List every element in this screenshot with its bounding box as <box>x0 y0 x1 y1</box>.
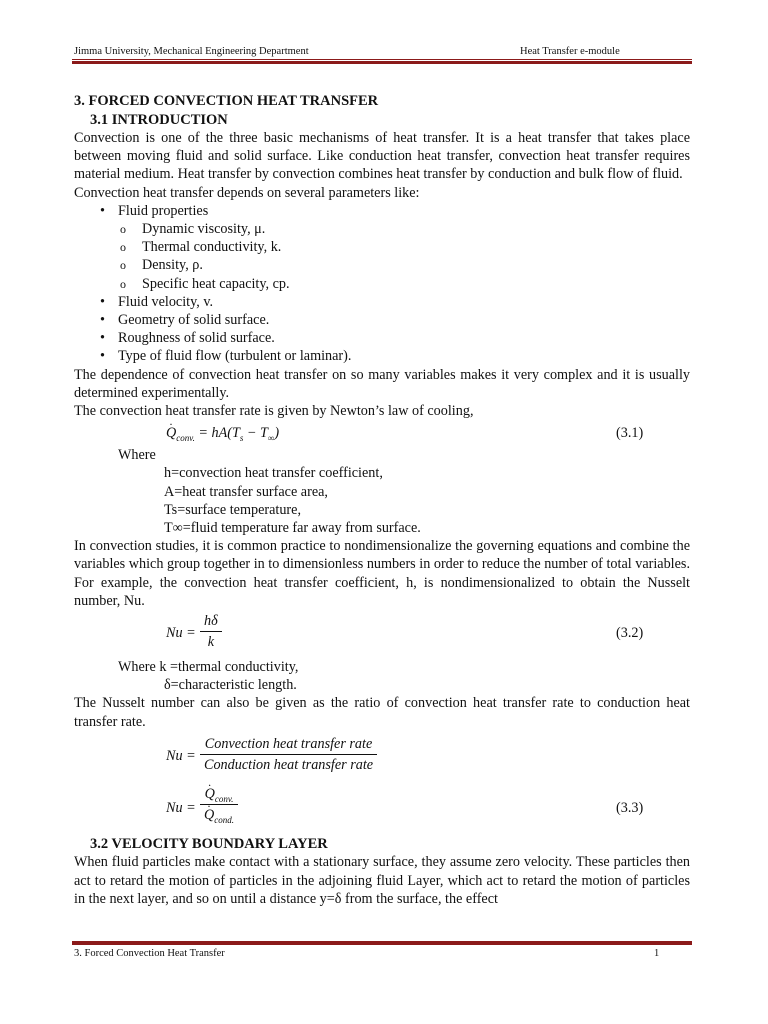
parameter-list <box>96 293 690 366</box>
list-item: o Dynamic viscosity, μ. <box>120 220 690 238</box>
section-heading-introduction: 3.1 INTRODUCTION <box>90 111 228 128</box>
equation-number: (3.2) <box>616 625 644 642</box>
definition-line: δ=characteristic length. <box>164 677 297 694</box>
paragraph: In convection studies, it is common practice to nondimensionalize the governing equations and combine the variables which group together in to dimensionless numbers in order to reduce the number of total variables. For example, the convection heat transfer coefficient, h, is nondimensionalized to obtain the Nusselt number, Nu. <box>74 538 690 609</box>
fraction-numerator: Convection heat transfer rate <box>200 735 377 755</box>
definition-line: Ts=surface temperature, <box>164 501 301 518</box>
header-rule <box>72 59 692 64</box>
equation-3-1: $Q \cdot_{conv.} = hA(T_s - T_\infty)$ (3.1) <box>74 420 690 446</box>
header-right: Heat Transfer e-module <box>520 46 620 57</box>
list-item: • Fluid velocity, v. <box>96 293 690 311</box>
list-item: o Specific heat capacity, cp. <box>120 275 690 293</box>
footer-left: 3. Forced Convection Heat Transfer <box>74 948 225 959</box>
header-left: Jimma University, Mechanical Engineering Department <box>74 46 309 57</box>
definition-line: h=convection heat transfer coefficient, <box>164 465 383 482</box>
paragraph: Convection heat transfer depends on several parameters like: <box>74 184 420 201</box>
page-body <box>74 92 690 908</box>
page-number: 1 <box>654 948 660 959</box>
paragraph: Convection is one of the three basic mechanisms of heat transfer. It is a heat transfer that takes place between moving fluid and solid surface. Like conduction heat transfer, convection heat transfer requires material medium. Heat transfer by convection combines heat transfer by conduction and bulk flow of fluid. <box>74 130 690 183</box>
property-sublist <box>120 220 690 293</box>
footer-rule <box>72 940 692 945</box>
list-item: • Type of fluid flow (turbulent or laminar). <box>96 347 690 365</box>
where-label: Where k =thermal conductivity, <box>118 659 299 676</box>
equation-number: (3.1) <box>616 425 644 442</box>
paragraph: When fluid particles make contact with a stationary surface, they assume zero velocity. These particles then act to retard the motion of particles in the adjoining fluid Layer, which act to retard the motion of particles in the next layer, and so on until a distance y=δ from the surface, the effect <box>74 854 690 907</box>
equation-3-3: Nu = $Q \cdot_{conv.}$ $Q \cdot_{cond.}$ (3.3) <box>74 781 690 835</box>
definition-line: A=heat transfer surface area, <box>164 483 328 500</box>
list-item: • Fluid properties <box>96 202 690 220</box>
list-item: • Geometry of solid surface. <box>96 311 690 329</box>
list-item: o Thermal conductivity, k. <box>120 238 690 256</box>
list-item: • Roughness of solid surface. <box>96 329 690 347</box>
fraction-denominator: Conduction heat transfer rate <box>204 757 374 774</box>
paragraph: The Nusselt number can also be given as the ratio of convection heat transfer rate to conduction heat transfer rate. <box>74 695 690 730</box>
where-label: Where <box>118 447 156 464</box>
equation-3-2: Nu = $\frac{h\delta}{k}$ (3.2) <box>166 613 644 651</box>
paragraph: The convection heat transfer rate is given by Newton’s law of cooling, <box>74 403 474 420</box>
definition-line: T∞=fluid temperature far away from surface. <box>164 520 421 537</box>
paragraph: The dependence of convection heat transfer on so many variables makes it very complex and it is usually determined experimentally. <box>74 366 690 401</box>
chapter-title: 3. FORCED CONVECTION HEAT TRANSFER <box>74 93 379 109</box>
equation-ratio: Nu = Convection heat transfer rate Conduction heat transfer rate <box>74 731 690 781</box>
list-item: o Density, ρ. <box>120 256 690 274</box>
parameter-list <box>96 202 690 220</box>
section-heading-velocity-boundary-layer: 3.2 VELOCITY BOUNDARY LAYER <box>90 835 328 852</box>
equation-number: (3.3) <box>616 799 644 816</box>
